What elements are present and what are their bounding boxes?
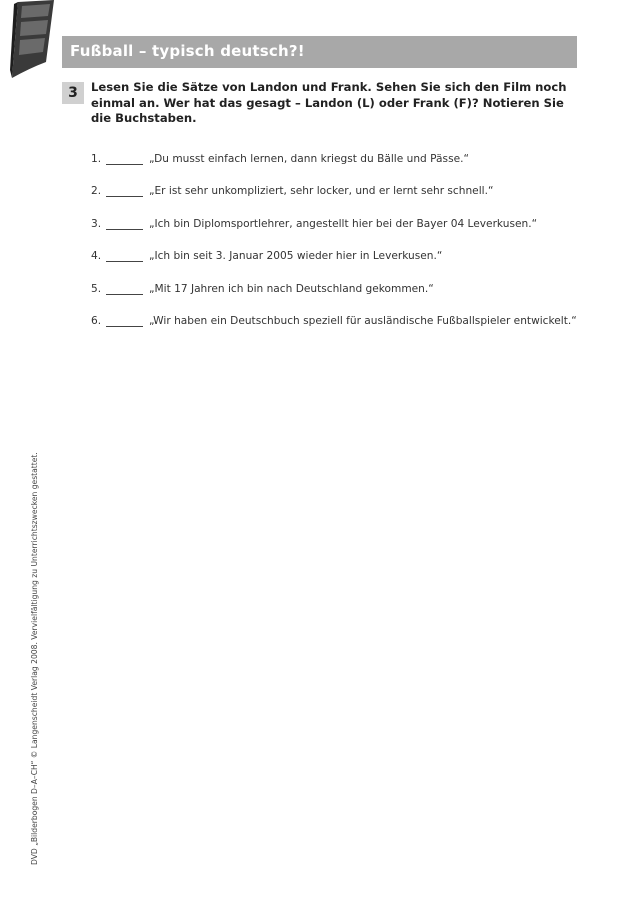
task-instruction: Lesen Sie die Sätze von Landon und Frank. Sehen Sie sich den Film noch einmal an. Wer hat das gesagt – Landon (L) oder Frank (F)? Notieren Sie die Buchstaben. <box>91 80 567 125</box>
sentence-number: 3. <box>91 217 102 230</box>
task-number-badge: 3 <box>62 82 84 104</box>
sentence-item <box>91 153 611 185</box>
sentence-item <box>91 283 611 315</box>
sentence-number: 6. <box>91 314 102 327</box>
sentence-text: „Mit 17 Jahren ich bin nach Deutschland gekommen.“ <box>149 282 434 295</box>
answer-blank[interactable] <box>106 164 143 165</box>
title-bar <box>62 36 577 68</box>
answer-blank[interactable] <box>106 196 143 197</box>
answer-blank[interactable] <box>106 229 143 230</box>
film-strip-icon <box>8 0 56 80</box>
sentence-text: „Ich bin seit 3. Januar 2005 wieder hier in Leverkusen.“ <box>149 250 443 263</box>
sentence-text: „Wir haben ein Deutschbuch speziell für ausländische Fußballspieler entwickelt.“ <box>149 314 577 327</box>
sentence-item <box>91 218 611 250</box>
sentence-item <box>91 250 611 282</box>
sentence-text: „Er ist sehr unkompliziert, sehr locker, und er lernt sehr schnell.“ <box>149 185 494 198</box>
sentence-number: 2. <box>91 185 102 198</box>
sentence-text: „Ich bin Diplomsportlehrer, angestellt hier bei der Bayer 04 Leverkusen.“ <box>149 217 538 230</box>
sentence-item <box>91 185 611 217</box>
sentence-text: „Du musst einfach lernen, dann kriegst du Bälle und Pässe.“ <box>149 153 469 165</box>
answer-blank[interactable] <box>106 294 143 295</box>
answer-blank[interactable] <box>106 326 143 327</box>
page-title: Fußball – typisch deutsch?! <box>70 42 305 60</box>
sentence-list <box>91 153 611 347</box>
sentence-number: 1. <box>91 153 102 165</box>
answer-blank[interactable] <box>106 261 143 262</box>
sentence-item <box>91 315 611 347</box>
sentence-number: 4. <box>91 250 102 263</box>
sentence-number: 5. <box>91 282 102 295</box>
copyright-note: DVD „Bilderbogen D–A–CH“ © Langenscheidt Verlag 2008. Vervielfältigung zu Unterrichtszwecken gestattet. <box>30 452 39 865</box>
